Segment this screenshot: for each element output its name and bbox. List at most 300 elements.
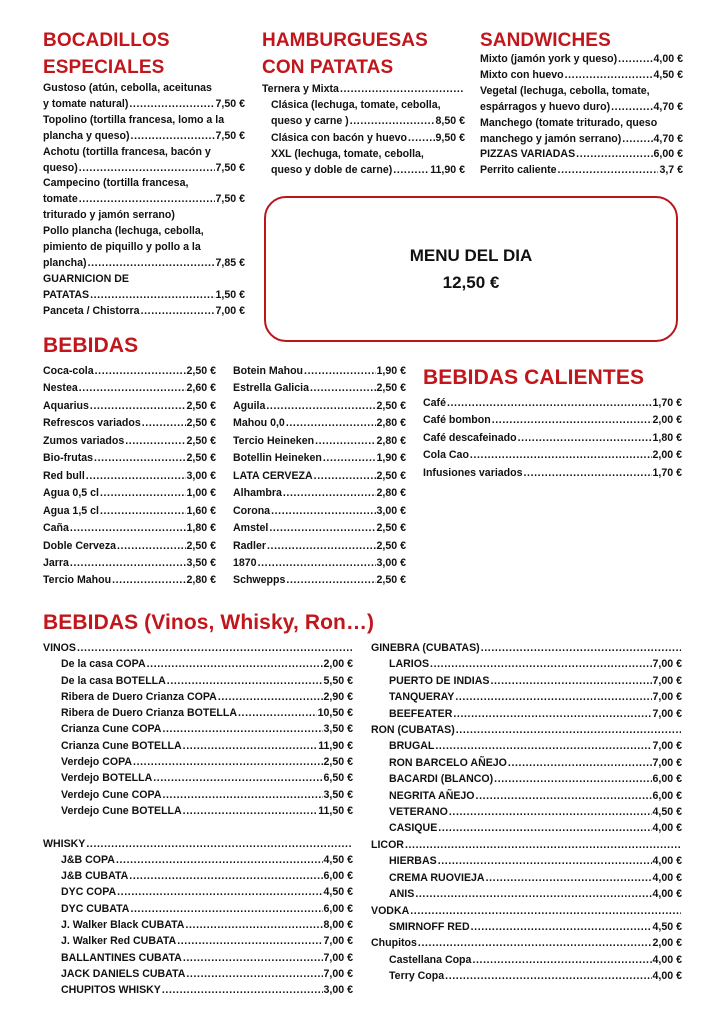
dot-leader — [438, 820, 651, 836]
menu-item-name: Alhambra — [233, 487, 282, 500]
dot-leader — [183, 803, 318, 819]
dot-leader — [576, 147, 652, 163]
menu-item-name: BRUGAL — [389, 740, 435, 753]
menu-item-name: y tomate natural) — [43, 97, 129, 110]
menu-item-price: 7,00 € — [323, 935, 353, 948]
menu-item-name: Café descafeinado — [423, 431, 517, 444]
menu-item — [371, 738, 682, 754]
menu-del-dia-box — [264, 196, 678, 342]
menu-item — [262, 162, 465, 178]
dot-leader — [415, 886, 651, 902]
menu-item-name: TANQUERAY — [389, 691, 455, 704]
menu-item-price: 4,50 € — [652, 806, 682, 819]
menu-item-name: Agua 1,5 cl — [43, 504, 99, 517]
menu-item — [43, 803, 353, 819]
dot-leader — [323, 450, 376, 467]
menu-del-dia-title: MENU DEL DIA — [409, 246, 533, 265]
dot-leader — [186, 966, 322, 982]
menu-item — [480, 68, 683, 84]
menu-item — [43, 673, 353, 689]
menu-item — [43, 754, 353, 770]
menu-item — [43, 640, 353, 656]
dot-leader — [508, 755, 652, 771]
menu-item — [233, 398, 406, 415]
menu-item-price: 6,00 € — [653, 148, 683, 161]
menu-item — [371, 673, 682, 689]
dot-leader — [456, 722, 681, 738]
dot-leader — [95, 363, 186, 380]
menu-item-name: J&B COPA — [61, 853, 115, 866]
menu-item — [480, 116, 683, 132]
menu-item-name: plancha y queso) — [43, 129, 130, 142]
menu-item-name: Mahou 0,0 — [233, 417, 285, 430]
menu-item-name: Campecino (tortilla francesa, — [43, 177, 189, 190]
menu-item — [43, 884, 353, 900]
menu-item — [233, 538, 406, 555]
menu-item-price: 8,50 € — [435, 115, 465, 128]
menu-item — [480, 84, 683, 100]
menu-item-name: RON BARCELO AÑEJO — [389, 756, 507, 769]
menu-item — [371, 870, 682, 886]
menu-item — [423, 465, 682, 482]
menu-item — [43, 380, 216, 397]
section-sandwiches — [480, 27, 683, 179]
menu-item-price: 2,90 € — [323, 690, 353, 703]
menu-item — [43, 256, 245, 272]
menu-item-name: WHISKY — [43, 837, 86, 850]
menu-item-price: 10,50 € — [317, 707, 353, 720]
vinos-list-1 — [43, 640, 353, 999]
menu-item-price: 4,00 € — [652, 953, 682, 966]
menu-item-name: PATATAS — [43, 288, 90, 301]
menu-item — [43, 901, 353, 917]
menu-item — [43, 288, 245, 304]
dot-leader — [77, 640, 352, 656]
menu-item-price: 1,70 € — [652, 466, 682, 479]
menu-item-price: 1,70 € — [652, 397, 682, 409]
menu-item-name: BACARDI (BLANCO) — [389, 773, 494, 786]
menu-item-price: 3,50 € — [323, 723, 353, 736]
menu-item-name: Clásica con bacón y huevo — [271, 131, 407, 144]
menu-item-name: queso) — [43, 161, 78, 174]
menu-item-price: 7,00 € — [652, 691, 682, 704]
menu-item-name: Verdejo COPA — [61, 756, 133, 769]
dot-leader — [524, 465, 652, 482]
menu-item-price: 4,50 € — [323, 886, 353, 899]
dot-leader — [86, 468, 186, 485]
menu-item — [43, 656, 353, 672]
menu-item — [233, 555, 406, 572]
dot-leader — [481, 640, 681, 656]
menu-item-name: Jarra — [43, 556, 69, 569]
menu-item-name: Agua 0,5 cl — [43, 487, 99, 500]
menu-item — [43, 572, 216, 589]
dot-leader — [90, 398, 186, 415]
menu-item-price: 2,50 € — [376, 522, 406, 535]
menu-item-price: 4,00 € — [652, 871, 682, 884]
vinos-column-2 — [371, 640, 682, 985]
menu-item-price: 1,00 € — [186, 487, 216, 500]
menu-item-price: 3,00 € — [323, 984, 353, 997]
dot-leader — [70, 520, 186, 537]
menu-item — [371, 820, 682, 836]
menu-item — [371, 919, 682, 935]
menu-item — [371, 837, 682, 853]
menu-item — [371, 788, 682, 804]
menu-item-price: 3,50 € — [323, 788, 353, 801]
menu-item — [43, 966, 353, 982]
menu-item-name: queso y doble de carne) — [271, 164, 393, 177]
dot-leader — [304, 363, 376, 380]
dot-leader — [133, 754, 322, 770]
section-bocadillos — [43, 27, 245, 320]
menu-item — [43, 433, 216, 450]
dot-leader — [476, 788, 652, 804]
menu-item-price: 2,00 € — [652, 449, 682, 462]
menu-item-price: 7,50 € — [215, 97, 245, 110]
menu-item-name: Doble Cerveza — [43, 539, 117, 552]
menu-item-price: 4,00 € — [653, 53, 683, 65]
menu-item-price: 2,50 € — [376, 382, 406, 395]
menu-item-name: triturado y jamón serrano) — [43, 209, 175, 222]
dot-leader — [315, 433, 375, 450]
bocadillos-list — [43, 81, 245, 320]
menu-item-price: 6,50 € — [323, 772, 353, 785]
menu-item-price: 7,85 € — [215, 256, 245, 269]
menu-item-name: PUERTO DE INDIAS — [389, 674, 490, 687]
menu-item-price: 7,50 € — [215, 193, 245, 206]
menu-item-name: ANIS — [389, 888, 415, 901]
dot-leader — [177, 933, 322, 949]
dot-leader — [410, 903, 681, 919]
menu-item-price: 3,00 € — [376, 556, 406, 569]
menu-item — [43, 933, 353, 949]
dot-leader — [472, 952, 651, 968]
menu-item-price: 1,50 € — [215, 288, 245, 301]
menu-item — [371, 755, 682, 771]
dot-leader — [269, 520, 375, 537]
menu-item-name: Verdejo BOTELLA — [61, 772, 153, 785]
menu-item-name: DYC COPA — [61, 886, 117, 899]
menu-item — [43, 738, 353, 754]
menu-item — [43, 240, 245, 256]
menu-item-name: Botellin Heineken — [233, 452, 322, 465]
menu-item — [43, 363, 216, 380]
vinos-column-1 — [43, 640, 353, 999]
menu-item-price: 4,00 € — [652, 970, 682, 983]
menu-item-price: 7,50 € — [215, 129, 245, 142]
menu-item — [233, 485, 406, 502]
menu-item-price: 1,80 € — [186, 522, 216, 535]
menu-item — [43, 503, 216, 520]
menu-item — [43, 982, 353, 998]
dot-leader — [314, 468, 376, 485]
menu-item-name: Vegetal (lechuga, cebolla, tomate, — [480, 84, 650, 97]
dot-leader — [88, 256, 215, 272]
dot-leader — [129, 868, 322, 884]
dot-leader — [130, 901, 322, 917]
menu-item-price: 1,80 € — [652, 431, 682, 444]
menu-item-name: espárragos y huevo duro) — [480, 100, 611, 113]
menu-item-name: Crianza Cune BOTELLA — [61, 739, 182, 752]
menu-item — [371, 804, 682, 820]
section-vinos — [43, 610, 683, 636]
menu-item — [371, 771, 682, 787]
menu-item-name: Zumos variados — [43, 434, 125, 447]
menu-item-name: manchego y jamón serrano) — [480, 132, 622, 145]
menu-item — [233, 380, 406, 397]
menu-item — [233, 520, 406, 537]
menu-item-name: De la casa BOTELLA — [61, 674, 166, 687]
menu-item — [233, 363, 406, 380]
dot-leader — [408, 130, 435, 146]
menu-item — [423, 412, 682, 429]
dot-leader — [116, 852, 323, 868]
menu-item-price: 2,50 € — [376, 539, 406, 552]
section-title-bocadillos: BOCADILLOS ESPECIALES — [43, 30, 170, 78]
menu-item — [43, 113, 245, 129]
dot-leader — [518, 430, 652, 447]
menu-item — [371, 952, 682, 968]
menu-item-name: pimiento de piquillo y pollo a la — [43, 241, 201, 254]
dot-leader — [117, 538, 186, 555]
menu-item — [43, 468, 216, 485]
menu-item-name: CHUPITOS WHISKY — [61, 984, 161, 997]
section-title-sandwiches: SANDWICHES — [480, 30, 611, 51]
dot-leader — [183, 950, 323, 966]
menu-item — [480, 100, 683, 116]
menu-item-name: CASIQUE — [389, 822, 438, 835]
menu-item-price: 4,00 € — [652, 822, 682, 835]
dot-leader — [258, 555, 376, 572]
dot-leader — [141, 304, 215, 320]
dot-leader — [494, 771, 651, 787]
menu-item-price: 2,80 € — [376, 434, 406, 447]
menu-item-name: XXL (lechuga, tomate, cebolla, — [271, 147, 424, 160]
menu-item-name: Mixto con huevo — [480, 68, 564, 81]
dot-leader — [117, 884, 322, 900]
menu-item — [43, 450, 216, 467]
dot-leader — [267, 538, 376, 555]
menu-item-price: 2,50 € — [186, 417, 216, 430]
menu-item-name: Bio-frutas — [43, 452, 94, 465]
menu-item-name: Chupitos — [371, 937, 417, 950]
menu-item-name: Café bombon — [423, 414, 491, 427]
menu-item-price: 4,70 € — [653, 100, 683, 113]
menu-item-price: 7,00 € — [215, 304, 245, 317]
menu-item-price: 4,50 € — [652, 920, 682, 933]
menu-item-name: Tercio Mahou — [43, 574, 112, 587]
menu-item — [262, 81, 465, 97]
menu-item-price: 7,00 € — [652, 707, 682, 720]
dot-leader — [100, 503, 186, 520]
dot-leader — [622, 132, 652, 148]
menu-item-price: 7,00 € — [652, 756, 682, 769]
dot-leader — [286, 415, 376, 432]
menu-item-name: Pollo plancha (lechuga, cebolla, — [43, 225, 204, 238]
menu-item-price: 3,7 € — [659, 164, 683, 177]
menu-item-name: NEGRITA AÑEJO — [389, 789, 475, 802]
menu-item — [233, 433, 406, 450]
menu-item-name: BALLANTINES CUBATA — [61, 951, 182, 964]
menu-item-price: 2,50 € — [186, 452, 216, 465]
menu-item — [43, 415, 216, 432]
menu-item-name: Café — [423, 397, 446, 409]
menu-item-price: 1,90 € — [376, 365, 406, 377]
menu-item — [43, 770, 353, 786]
dot-leader — [470, 447, 652, 464]
menu-item-name: Red bull — [43, 469, 85, 482]
menu-item-name: JACK DANIELS CUBATA — [61, 967, 186, 980]
dot-leader — [79, 192, 215, 208]
menu-item — [43, 852, 353, 868]
dot-leader — [162, 721, 322, 737]
menu-item-price: 4,00 € — [652, 888, 682, 901]
menu-item-name: Gustoso (atún, cebolla, aceitunas — [43, 82, 212, 94]
menu-item-name: queso y carne ) — [271, 115, 349, 128]
menu-item-price: 8,00 € — [323, 919, 353, 932]
menu-item-price: 7,00 € — [652, 674, 682, 687]
menu-item-price: 2,00 € — [652, 937, 682, 950]
menu-item — [371, 935, 682, 951]
menu-item — [43, 950, 353, 966]
menu-item-name: Verdejo Cune COPA — [61, 788, 162, 801]
dot-leader — [490, 673, 651, 689]
dot-leader — [618, 52, 652, 68]
menu-item — [43, 208, 245, 224]
menu-item — [43, 97, 245, 113]
menu-item-name: Botein Mahou — [233, 365, 304, 377]
menu-item-price: 6,00 € — [652, 789, 682, 802]
menu-item-name: Topolino (tortilla francesa, lomo a la — [43, 113, 225, 126]
menu-item-price: 2,50 € — [376, 574, 406, 587]
section-calientes — [423, 365, 682, 482]
section-title-vinos: BEBIDAS (Vinos, Whisky, Ron…) — [43, 611, 375, 634]
menu-item — [43, 538, 216, 555]
dot-leader — [455, 689, 651, 705]
menu-item — [43, 819, 353, 835]
menu-item-price: 4,50 € — [323, 853, 353, 866]
menu-item-price: 2,80 € — [186, 574, 216, 587]
dot-leader — [167, 673, 323, 689]
dot-leader — [142, 415, 186, 432]
menu-item-price: 2,00 € — [323, 658, 353, 671]
dot-leader — [453, 706, 651, 722]
menu-item — [43, 398, 216, 415]
menu-item-price: 7,00 € — [323, 951, 353, 964]
menu-item-name: DYC CUBATA — [61, 902, 130, 915]
menu-item — [43, 161, 245, 177]
dot-leader — [79, 161, 215, 177]
menu-item-name: Terry Copa — [389, 970, 445, 983]
menu-item — [233, 415, 406, 432]
menu-item-name: Cola Cao — [423, 449, 469, 462]
menu-item-name: Castellana Copa — [389, 953, 472, 966]
menu-item — [43, 304, 245, 320]
dot-leader — [70, 555, 186, 572]
menu-item — [43, 917, 353, 933]
menu-item-name: Estrella Galicia — [233, 382, 309, 395]
menu-item — [371, 706, 682, 722]
menu-item-name: Schwepps — [233, 574, 286, 587]
menu-item-price: 2,60 € — [186, 382, 216, 395]
menu-item — [43, 81, 245, 97]
menu-item — [43, 485, 216, 502]
dot-leader — [162, 787, 322, 803]
menu-item-name: Clásica (lechuga, tomate, cebolla, — [271, 99, 441, 112]
dot-leader — [438, 853, 652, 869]
menu-item-price: 2,00 € — [652, 414, 682, 427]
bebidas-list-1 — [43, 363, 216, 590]
menu-item-name: HIERBAS — [389, 855, 437, 868]
menu-item-price: 11,90 € — [318, 739, 353, 752]
dot-leader — [350, 113, 435, 129]
menu-item-price: 5,50 € — [323, 674, 353, 687]
menu-item-name: Perrito caliente — [480, 164, 557, 177]
menu-item-name: Tercio Heineken — [233, 434, 315, 447]
menu-item-price: 2,80 € — [376, 487, 406, 500]
menu-item-name: plancha) — [43, 256, 87, 269]
dot-leader — [471, 919, 652, 935]
dot-leader — [611, 100, 652, 116]
menu-item — [43, 192, 245, 208]
menu-item-name: VETERANO — [389, 806, 448, 819]
dot-leader — [131, 129, 215, 145]
menu-item-name: Aguila — [233, 399, 266, 412]
menu-item-name: CREMA RUOVIEJA — [389, 871, 485, 884]
bebidas-column-2 — [233, 363, 406, 590]
bebidas-column-1 — [43, 363, 216, 590]
menu-item-price: 2,50 € — [186, 434, 216, 447]
menu-item-name: Verdejo Cune BOTELLA — [61, 804, 182, 817]
menu-item-price: 6,00 € — [323, 902, 353, 915]
menu-item — [43, 176, 245, 192]
menu-item-name: BEEFEATER — [389, 707, 453, 720]
menu-item — [43, 721, 353, 737]
menu-item-name: J&B CUBATA — [61, 870, 129, 883]
menu-item-price: 7,00 € — [652, 740, 682, 753]
menu-item-price: 2,50 € — [186, 399, 216, 412]
menu-item-price: 2,50 € — [376, 399, 406, 412]
section-title-hamburguesas: HAMBURGUESAS CON PATATAS — [262, 30, 428, 78]
dot-leader — [430, 656, 652, 672]
menu-item-price: 1,60 € — [186, 504, 216, 517]
section-hamburguesas — [262, 27, 465, 178]
menu-item-price: 4,50 € — [653, 68, 683, 81]
dot-leader — [162, 982, 323, 998]
menu-item-name: Nestea — [43, 382, 78, 395]
menu-item-name: Ternera y Mixta — [262, 83, 339, 95]
dot-leader — [565, 68, 653, 84]
menu-item-name: J. Walker Black CUBATA — [61, 919, 185, 932]
dot-leader — [492, 412, 652, 429]
menu-item-price: 1,90 € — [376, 452, 406, 465]
dot-leader — [445, 968, 651, 984]
menu-item-price: 3,00 € — [186, 469, 216, 482]
menu-item-name: Refrescos variados — [43, 417, 141, 430]
menu-item-name: Panceta / Chistorra — [43, 304, 140, 317]
dot-leader — [486, 870, 652, 886]
vinos-list-2 — [371, 640, 682, 985]
menu-item — [43, 868, 353, 884]
section-title-calientes: BEBIDAS CALIENTES — [423, 366, 645, 389]
menu-del-dia-price: 12,50 € — [442, 273, 500, 292]
menu-item — [371, 886, 682, 902]
menu-item — [233, 503, 406, 520]
dot-leader — [449, 804, 652, 820]
dot-leader — [94, 450, 186, 467]
menu-item — [371, 968, 682, 984]
